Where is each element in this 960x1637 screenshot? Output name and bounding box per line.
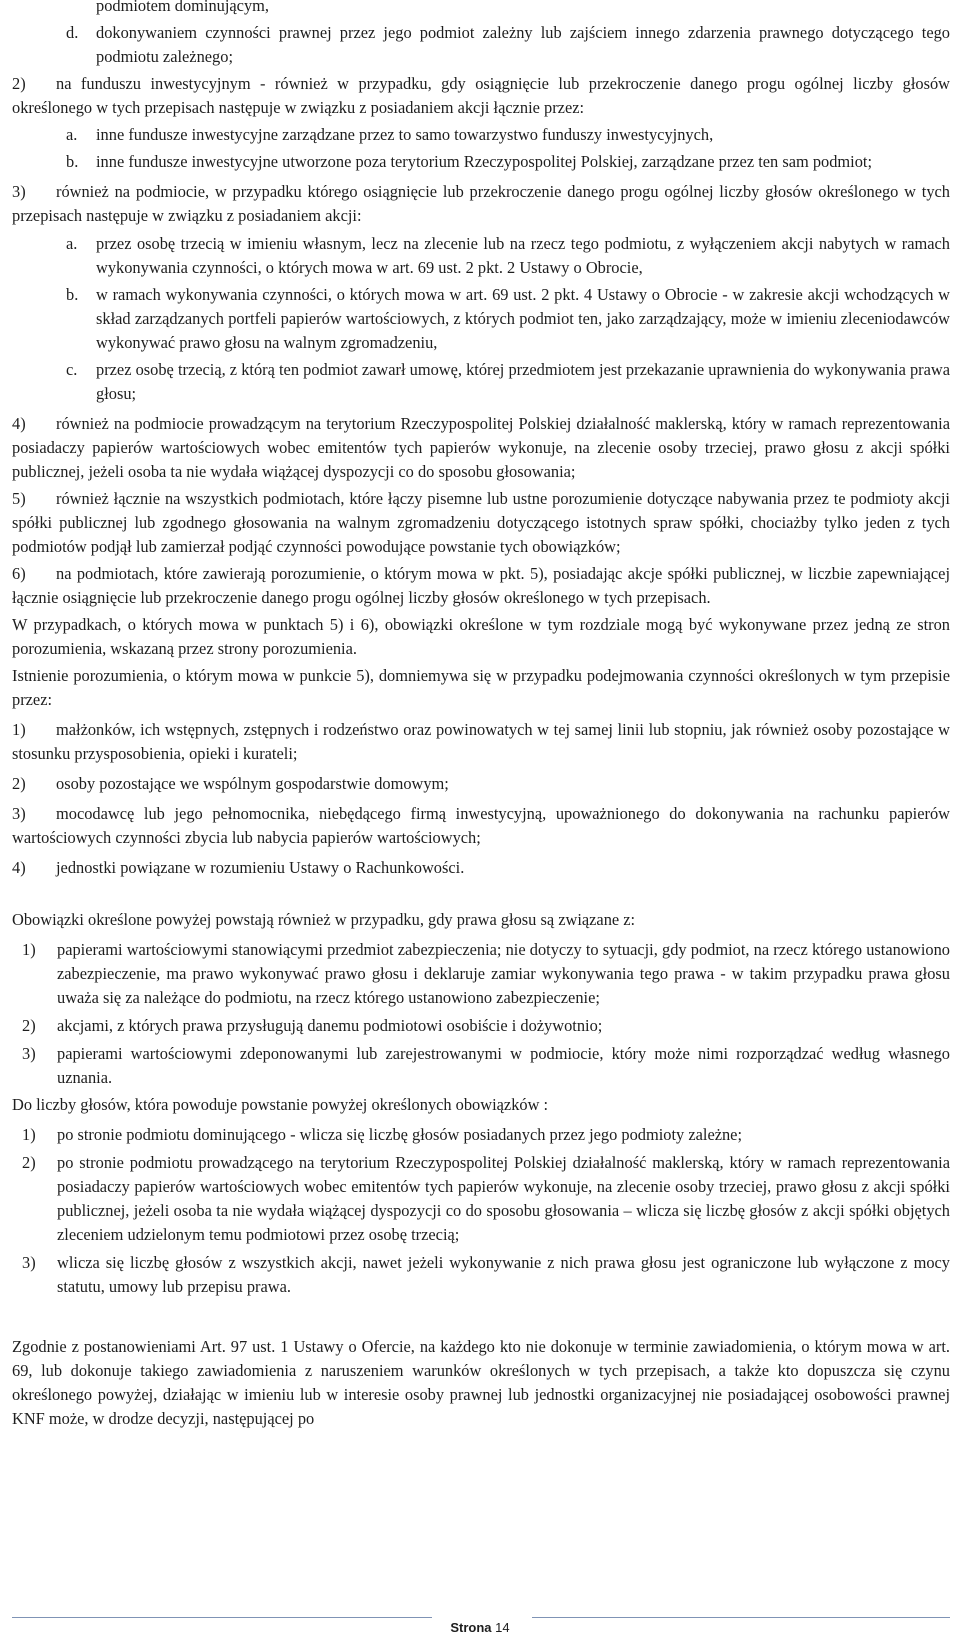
page-number: 14 <box>495 1620 510 1635</box>
paragraph-text: również łącznie na wszystkich podmiotach, które łączy pisemne lub ustne porozumienie dotyczące nabywania przez te podmioty akcji spółki publicznej lub zgodnego głosowania na walnym zgromadzeniu dotyczącego istotnych spraw spółki, chociażby tylko jeden z tych podmiotów podjął lub zamierzał podjąć czynności powodujące powstanie tych obowiązków; <box>12 489 950 556</box>
list-item <box>12 150 950 174</box>
do-liczby-item <box>12 1151 950 1247</box>
item-text: po stronie podmiotu prowadzącego na terytorium Rzeczypospolitej Polskiej działalność maklerską, który w ramach reprezentowania posiadaczy papierów wartościowych wobec emitentów tych papierów wykonuje, na zlecenie osoby trzeciej, prawo głosu z akcji spółki publicznej, jeżeli osoba ta nie wydała wiążącej dyspozycji co do sposobu głosowania – wlicza się liczbę głosów z akcji spółki objętych zleceniem udzielonym temu podmiotowi przez osobę trzecią; <box>57 1153 950 1244</box>
list-item-text: inne fundusze inwestycyjne utworzone poza terytorium Rzeczypospolitej Polskiej, zarządzane przez ten sam podmiot; <box>96 152 873 171</box>
istnienie-item <box>12 802 950 850</box>
list-marker: b. <box>66 285 79 304</box>
paragraph-do-liczby: Do liczby głosów, która powoduje powstanie powyżej określonych obowiązków : <box>12 1095 549 1114</box>
obowiazki-item <box>12 1014 950 1038</box>
paragraph-number: 6) <box>12 564 26 583</box>
item-text: papierami wartościowymi zdeponowanymi lub zarejestrowanymi w podmiocie, który może nimi rozporządzać według własnego uznania. <box>57 1044 950 1087</box>
page-label: Strona <box>450 1620 492 1635</box>
item-text: mocodawcę lub jego pełnomocnika, niebędącego firmą inwestycyjną, upoważnionego do dokonywania na rachunku papierów wartościowych czynności zbycia lub nabycia papierów wartościowych; <box>12 804 950 847</box>
page-footer <box>0 1620 960 1635</box>
item-number: 2) <box>22 1016 36 1035</box>
paragraph-text: również na podmiocie prowadzącym na terytorium Rzeczypospolitej Polskiej działalność maklerską, który w ramach reprezentowania posiadaczy papierów wartościowych wobec emitentów tych papierów wykonuje, na zlecenie osoby trzeciej, prawo głosu z akcji spółki publicznej, jeżeli osoba ta nie wydała wiążącej dyspozycji co do sposobu głosowania; <box>12 414 950 481</box>
list-marker: a. <box>66 234 78 253</box>
paragraph-text: również na podmiocie, w przypadku którego osiągnięcie lub przekroczenie danego progu ogólnej liczby głosów określonego w tych przepisach następuje w związku z posiadaniem akcji: <box>12 182 950 225</box>
list-item-text: przez osobę trzecią, z którą ten podmiot zawarł umowę, której przedmiotem jest przekazanie uprawnienia do wykonywania prawa głosu; <box>96 360 950 403</box>
paragraph-w-przypadkach: W przypadkach, o których mowa w punktach 5) i 6), obowiązki określone w tym rozdziale mogą być wykonywane przez jedną ze stron porozumienia, wskazaną przez strony porozumienia. <box>12 615 950 658</box>
item-text: wlicza się liczbę głosów z wszystkich akcji, nawet jeżeli wykonywanie z nich prawa głosu jest ograniczone lub wyłączone z mocy statutu, umowy lub przepisu prawa. <box>57 1253 950 1296</box>
item-number: 1) <box>22 1125 36 1144</box>
list-item <box>12 123 950 147</box>
paragraph-number: 4) <box>12 414 26 433</box>
paragraph-2 <box>12 72 950 120</box>
istnienie-item <box>12 856 950 880</box>
paragraph-3 <box>12 180 950 228</box>
paragraph-istnienie: Istnienie porozumienia, o którym mowa w punkcie 5), domniemywa się w przypadku podejmowania czynności określonych w tym przepisie przez: <box>12 666 950 709</box>
paragraph-text: na podmiotach, które zawierają porozumienie, o którym mowa w pkt. 5), posiadając akcje spółki publicznej, w liczbie zapewniającej łącznie osiągnięcie lub przekroczenie danego progu ogólnej liczby głosów określonego w tych przepisach. <box>12 564 950 607</box>
list-item-text: w ramach wykonywania czynności, o których mowa w art. 69 ust. 2 pkt. 4 Ustawy o Obrocie - w zakresie akcji wchodzących w skład zarządzanych portfeli papierów wartościowych, z których podmiot ten, jako zarządzający, może w imieniu zleceniodawców wykonywać prawo głosu na walnym zgromadzeniu, <box>96 285 950 352</box>
list-marker: a. <box>66 125 78 144</box>
list-item-text: przez osobę trzecią w imieniu własnym, lecz na zlecenie lub na rzecz tego podmiotu, z wyłączeniem akcji nabytych w ramach wykonywania czynności, o których mowa w art. 69 ust. 2 pkt. 2 Ustawy o Obrocie, <box>96 234 950 277</box>
paragraph-4 <box>12 412 950 484</box>
paragraph-number: 5) <box>12 489 26 508</box>
item-text: osoby pozostające we wspólnym gospodarstwie domowym; <box>56 774 449 793</box>
item-text: jednostki powiązane w rozumieniu Ustawy o Rachunkowości. <box>56 858 465 877</box>
item-number: 1) <box>22 940 36 959</box>
paragraph-number: 3) <box>12 182 26 201</box>
list-item <box>12 232 950 280</box>
paragraph-5 <box>12 487 950 559</box>
item-text: akcjami, z których prawa przysługują danemu podmiotowi osobiście i dożywotnio; <box>57 1016 603 1035</box>
istnienie-item <box>12 772 950 796</box>
item-number: 3) <box>12 804 26 823</box>
paragraph-obowiazki: Obowiązki określone powyżej powstają również w przypadku, gdy prawa głosu są związane z: <box>12 910 636 929</box>
item-number: 3) <box>22 1253 36 1272</box>
list-item-text: inne fundusze inwestycyjne zarządzane przez to samo towarzystwo funduszy inwestycyjnych, <box>96 125 714 144</box>
do-liczby-item <box>12 1123 950 1147</box>
list-marker: d. <box>66 23 79 42</box>
item-text: małżonków, ich wstępnych, zstępnych i rodzeństwo oraz powinowatych w tej samej linii lub stopniu, jak również osoby pozostające w stosunku przysposobienia, opieki i kurateli; <box>12 720 950 763</box>
paragraph-text: na funduszu inwestycyjnym - również w przypadku, gdy osiągnięcie lub przekroczenie danego progu ogólnej liczby głosów określonego w tych przepisach następuje w związku z posiadaniem akcji łącznie przez: <box>12 74 950 117</box>
list-marker: b. <box>66 152 79 171</box>
item-number: 3) <box>22 1044 36 1063</box>
item-number: 2) <box>12 774 26 793</box>
item-number: 1) <box>12 720 26 739</box>
obowiazki-item <box>12 1042 950 1090</box>
item-number: 2) <box>22 1153 36 1172</box>
list-marker: c. <box>66 360 78 379</box>
istnienie-item <box>12 718 950 766</box>
obowiazki-item <box>12 938 950 1010</box>
list-item <box>12 358 950 406</box>
paragraph-number: 2) <box>12 74 26 93</box>
item-text: po stronie podmiotu dominującego - wlicza się liczbę głosów posiadanych przez jego podmioty zależne; <box>57 1125 743 1144</box>
item-text: papierami wartościowymi stanowiącymi przedmiot zabezpieczenia; nie dotyczy to sytuacji, gdy podmiot, na rzecz którego ustanowiono zabezpieczenie, ma prawo wykonywać prawo głosu i deklaruje zamiar wykonywania tego prawa - w takim przypadku prawa głosu uważa się za należące do podmiotu, na rzecz którego ustanowiono zabezpieczenie; <box>57 940 950 1007</box>
item-continuation: podmiotem dominującym, <box>96 0 269 15</box>
list-item-d <box>12 21 950 69</box>
document-page <box>12 0 950 1431</box>
item-number: 4) <box>12 858 26 877</box>
list-item <box>12 283 950 355</box>
paragraph-zgodnie: Zgodnie z postanowieniami Art. 97 ust. 1 Ustawy o Ofercie, na każdego kto nie dokonuje w terminie zawiadomienia, o którym mowa w art. 69, lub dokonuje takiego zawiadomienia z naruszeniem warunków określonych w tych przepisach, a także kto dopuszcza się czynu określonego powyżej, działając w imieniu lub w interesie osoby prawnej lub jednostki organizacyjnej nie posiadającej osobowości prawnej KNF może, w drodze decyzji, następującej po <box>12 1337 950 1428</box>
list-item-text: dokonywaniem czynności prawnej przez jego podmiot zależny lub zajściem innego zdarzenia prawnego dotyczącego tego podmiotu zależnego; <box>96 23 950 66</box>
paragraph-6 <box>12 562 950 610</box>
do-liczby-item <box>12 1251 950 1299</box>
